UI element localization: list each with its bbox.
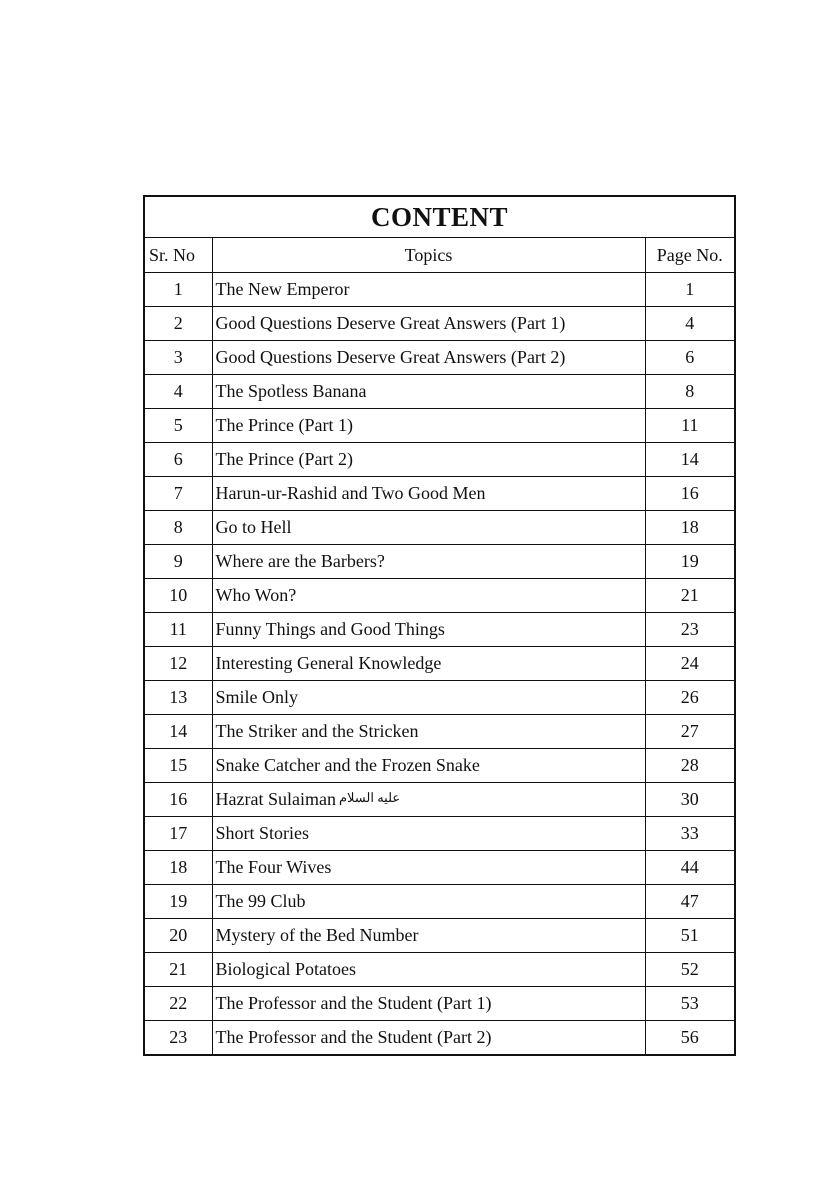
row-sr-no: 21: [144, 953, 212, 987]
row-sr-no: 5: [144, 409, 212, 443]
row-topic-text: The Professor and the Student (Part 1): [215, 993, 492, 1013]
row-page-no: 19: [645, 545, 735, 579]
row-topic-text: Harun-ur-Rashid and Two Good Men: [215, 483, 486, 503]
row-topic-text: Smile Only: [215, 687, 299, 707]
header-page-no: Page No.: [645, 238, 735, 273]
table-row: [144, 375, 735, 409]
table-row: [144, 341, 735, 375]
row-sr-no: 7: [144, 477, 212, 511]
row-sr-no: 20: [144, 919, 212, 953]
table-row: [144, 715, 735, 749]
row-topic-text: Snake Catcher and the Frozen Snake: [215, 755, 480, 775]
row-page-no: 44: [645, 851, 735, 885]
table-row: [144, 987, 735, 1021]
row-topic: [212, 307, 645, 341]
row-topic: [212, 817, 645, 851]
row-sr-no: 19: [144, 885, 212, 919]
row-topic: [212, 375, 645, 409]
row-topic-text: The Striker and the Stricken: [215, 721, 419, 741]
table-row: [144, 307, 735, 341]
row-page-no: 18: [645, 511, 735, 545]
row-topic-text: Funny Things and Good Things: [215, 619, 445, 639]
row-topic-text: Mystery of the Bed Number: [215, 925, 419, 945]
row-topic: [212, 715, 645, 749]
row-topic: [212, 681, 645, 715]
row-topic-text: Good Questions Deserve Great Answers (Part 1): [215, 313, 566, 333]
row-page-no: 4: [645, 307, 735, 341]
row-topic-text: The Spotless Banana: [215, 381, 367, 401]
row-topic-text: Good Questions Deserve Great Answers (Part 2): [215, 347, 566, 367]
row-page-no: 30: [645, 783, 735, 817]
table-row: [144, 273, 735, 307]
row-page-no: 24: [645, 647, 735, 681]
row-page-no: 51: [645, 919, 735, 953]
row-page-no: 8: [645, 375, 735, 409]
contents-table: [143, 195, 736, 1056]
table-row: [144, 749, 735, 783]
row-sr-no: 23: [144, 1021, 212, 1056]
row-page-no: 6: [645, 341, 735, 375]
row-page-no: 1: [645, 273, 735, 307]
row-sr-no: 1: [144, 273, 212, 307]
row-topic: [212, 749, 645, 783]
row-topic-text: Where are the Barbers?: [215, 551, 385, 571]
row-topic: [212, 443, 645, 477]
row-page-no: 56: [645, 1021, 735, 1056]
row-page-no: 26: [645, 681, 735, 715]
table-row: [144, 783, 735, 817]
row-page-no: 21: [645, 579, 735, 613]
row-topic: [212, 477, 645, 511]
row-topic-text: The Prince (Part 1): [215, 415, 353, 435]
row-topic: [212, 511, 645, 545]
row-sr-no: 13: [144, 681, 212, 715]
table-row: [144, 681, 735, 715]
row-sr-no: 11: [144, 613, 212, 647]
row-sr-no: 12: [144, 647, 212, 681]
row-topic-text: Hazrat Sulaiman: [215, 789, 336, 809]
row-topic-text: The Professor and the Student (Part 2): [215, 1027, 492, 1047]
row-topic-text: The Four Wives: [215, 857, 332, 877]
row-topic-text: Go to Hell: [215, 517, 292, 537]
row-page-no: 16: [645, 477, 735, 511]
row-topic: [212, 919, 645, 953]
row-topic-text: The 99 Club: [215, 891, 306, 911]
row-topic: [212, 613, 645, 647]
header-row: [144, 238, 735, 273]
row-topic: [212, 545, 645, 579]
table-row: [144, 409, 735, 443]
row-sr-no: 3: [144, 341, 212, 375]
table-row: [144, 579, 735, 613]
table-row: [144, 613, 735, 647]
row-sr-no: 17: [144, 817, 212, 851]
row-topic-text: Short Stories: [215, 823, 310, 843]
header-sr-no: Sr. No: [144, 238, 212, 273]
row-topic: [212, 579, 645, 613]
row-sr-no: 10: [144, 579, 212, 613]
table-row: [144, 647, 735, 681]
row-page-no: 23: [645, 613, 735, 647]
table-row: [144, 1021, 735, 1056]
table-row: [144, 545, 735, 579]
row-sr-no: 2: [144, 307, 212, 341]
row-sr-no: 18: [144, 851, 212, 885]
table-row: [144, 443, 735, 477]
table-row: [144, 477, 735, 511]
row-topic: [212, 783, 645, 817]
contents-title: CONTENT: [144, 196, 735, 238]
table-row: [144, 817, 735, 851]
honorific-text: عليه السلام: [338, 790, 401, 805]
row-sr-no: 8: [144, 511, 212, 545]
row-sr-no: 15: [144, 749, 212, 783]
row-sr-no: 6: [144, 443, 212, 477]
row-sr-no: 16: [144, 783, 212, 817]
row-topic: [212, 409, 645, 443]
table-row: [144, 511, 735, 545]
contents-body: [144, 273, 735, 1056]
row-topic: [212, 1021, 645, 1056]
row-page-no: 47: [645, 885, 735, 919]
row-page-no: 28: [645, 749, 735, 783]
row-topic: [212, 953, 645, 987]
row-sr-no: 9: [144, 545, 212, 579]
table-row: [144, 919, 735, 953]
row-page-no: 27: [645, 715, 735, 749]
table-row: [144, 953, 735, 987]
row-page-no: 33: [645, 817, 735, 851]
row-topic-text: The Prince (Part 2): [215, 449, 353, 469]
row-topic-text: The New Emperor: [215, 279, 350, 299]
row-topic-text: Interesting General Knowledge: [215, 653, 442, 673]
row-page-no: 53: [645, 987, 735, 1021]
row-sr-no: 22: [144, 987, 212, 1021]
row-topic-text: Who Won?: [215, 585, 297, 605]
row-topic: [212, 341, 645, 375]
row-topic: [212, 273, 645, 307]
row-topic: [212, 987, 645, 1021]
row-sr-no: 4: [144, 375, 212, 409]
row-topic-text: Biological Potatoes: [215, 959, 356, 979]
row-topic: [212, 851, 645, 885]
table-row: [144, 851, 735, 885]
row-page-no: 14: [645, 443, 735, 477]
row-topic: [212, 647, 645, 681]
row-page-no: 11: [645, 409, 735, 443]
header-topics: Topics: [212, 238, 645, 273]
table-row: [144, 885, 735, 919]
row-page-no: 52: [645, 953, 735, 987]
row-topic: [212, 885, 645, 919]
row-sr-no: 14: [144, 715, 212, 749]
